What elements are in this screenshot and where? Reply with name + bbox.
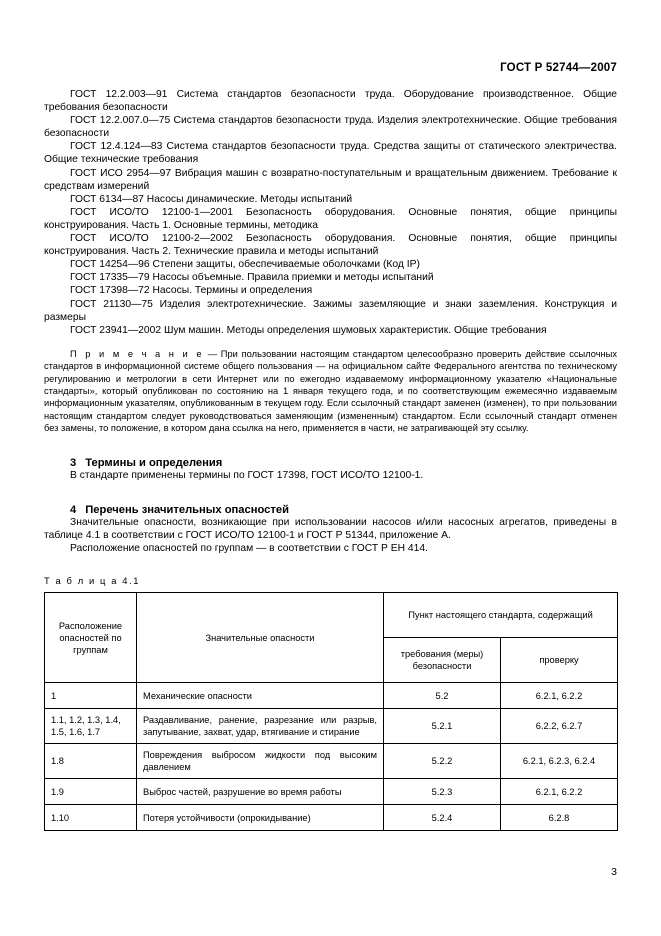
cell-hazard: Выброс частей, разрушение во время работы (137, 779, 384, 805)
table-row (45, 744, 618, 779)
cell-verification: 6.2.1, 6.2.2 (501, 683, 618, 709)
table-header-hazards: Значительные опасности (137, 593, 384, 683)
table-header-group: Пункт настоящего стандарта, содержащий (384, 593, 618, 638)
table-row (45, 709, 618, 744)
section-heading-4 (70, 504, 617, 516)
cell-location: 1.10 (45, 805, 137, 831)
reference-item: ГОСТ 23941—2002 Шум машин. Методы определения шумовых характеристик. Общие требования (70, 324, 547, 336)
reference-item: ГОСТ 6134—87 Насосы динамические. Методы испытаний (70, 193, 353, 205)
table-header-location: Расположение опасностей по группам (45, 593, 137, 683)
cell-verification: 6.2.1, 6.2.2 (501, 779, 618, 805)
table-row (45, 779, 618, 805)
cell-requirement: 5.2.4 (384, 805, 501, 831)
table-row (45, 683, 618, 709)
note-text: — При пользовании настоящим стандартом целесообразно проверить действие ссылочных стандартов в информационной системе общего пользования — на официальном сайте Федерального агентства по техническому регулированию и метрологии в сети Интернет или по ежегодно издаваемому информационному указателю «Национальные стандарты», который опубликован по состоянию на 1 января текущего года, и по соответствующим ежемесячно издаваемым информационным указателям, опубликованным в текущем году. Если ссылочный стандарт заменен (изменен), то при пользовании настоящим стандартом следует руководствоваться заменяющим (измененным) стандартом. Если ссылочный стандарт отменен без замены, то положение, в котором дана ссылка на него, применяется в части, не затрагивающей эту ссылку. (44, 348, 618, 434)
page-content (44, 88, 617, 831)
page-header: ГОСТ Р 52744—2007 (500, 62, 617, 74)
cell-location: 1 (45, 683, 137, 709)
note-label: П р и м е ч а н и е (70, 348, 204, 359)
reference-item: ГОСТ 12.2.007.0—75 Система стандартов безопасности труда. Изделия электротехнические. Общие требования безопасности (44, 115, 617, 140)
cell-location: 1.1, 1.2, 1.3, 1.4, 1.5, 1.6, 1.7 (45, 709, 137, 744)
reference-item: ГОСТ ИСО/ТО 12100-1—2001 Безопасность оборудования. Основные понятия, общие принципы конструирования. Часть 1. Основные термины, методика (44, 206, 617, 231)
table-row (45, 805, 618, 831)
reference-item: ГОСТ 12.2.003—91 Система стандартов безопасности труда. Оборудование производственное. Общие требования безопасности (44, 89, 617, 114)
cell-verification: 6.2.8 (501, 805, 618, 831)
section-number: 3 (70, 456, 77, 469)
reference-item: ГОСТ 12.4.124—83 Система стандартов безопасности труда. Средства защиты от статического электричества. Общие технические требования (44, 141, 617, 166)
table-header-row (45, 593, 618, 638)
reference-item: ГОСТ 14254—96 Степени защиты, обеспечиваемые оболочками (Код IP) (70, 259, 420, 271)
cell-hazard: Раздавливание, ранение, разрезание или разрыв, запутывание, захват, удар, втягивание и стирание (137, 709, 384, 744)
section-4-body: Значительные опасности, возникающие при использовании насосов и/или насосных агрегатов, приведены в таблице 4.1 в соответствии с ГОСТ ИСО/ТО 12100-1 и ГОСТ Р 51344, приложение А. (44, 516, 617, 541)
reference-item: ГОСТ ИСО 2954—97 Вибрация машин с возвратно-поступательным и вращательным движением. Требование к средствам измерений (44, 167, 617, 192)
section-4-body-2: Расположение опасностей по группам — в соответствии с ГОСТ Р ЕН 414. (70, 542, 428, 554)
cell-hazard: Повреждения выбросом жидкости под высоким давлением (137, 744, 384, 779)
cell-requirement: 5.2 (384, 683, 501, 709)
cell-location: 1.8 (45, 744, 137, 779)
cell-hazard: Механические опасности (137, 683, 384, 709)
note-block (44, 348, 617, 435)
cell-verification: 6.2.2, 6.2.7 (501, 709, 618, 744)
page-number: 3 (611, 866, 617, 878)
table-header-verification: проверку (501, 638, 618, 683)
cell-requirement: 5.2.2 (384, 744, 501, 779)
section-title: Перечень значительных опасностей (85, 503, 289, 516)
reference-item: ГОСТ 17335—79 Насосы объемные. Правила приемки и методы испытаний (70, 272, 434, 284)
section-number: 4 (70, 503, 77, 516)
cell-requirement: 5.2.3 (384, 779, 501, 805)
cell-location: 1.9 (45, 779, 137, 805)
cell-requirement: 5.2.1 (384, 709, 501, 744)
section-title: Термины и определения (85, 456, 223, 469)
section-heading-3 (70, 457, 617, 469)
reference-item: ГОСТ 21130—75 Изделия электротехнические. Зажимы заземляющие и знаки заземления. Конструкция и размеры (44, 298, 617, 323)
hazards-table (44, 592, 618, 831)
cell-verification: 6.2.1, 6.2.3, 6.2.4 (501, 744, 618, 779)
reference-item: ГОСТ ИСО/ТО 12100-2—2002 Безопасность оборудования. Основные понятия, общие принципы конструирования. Часть 2. Технические правила и методы испытаний (44, 233, 617, 258)
table-caption: Т а б л и ц а 4.1 (44, 575, 141, 586)
cell-hazard: Потеря устойчивости (опрокидывание) (137, 805, 384, 831)
table-header-requirements: требования (меры) безопасности (384, 638, 501, 683)
reference-item: ГОСТ 17398—72 Насосы. Термины и определения (70, 285, 313, 297)
section-3-body: В стандарте применены термины по ГОСТ 17398, ГОСТ ИСО/ТО 12100-1. (70, 469, 424, 481)
